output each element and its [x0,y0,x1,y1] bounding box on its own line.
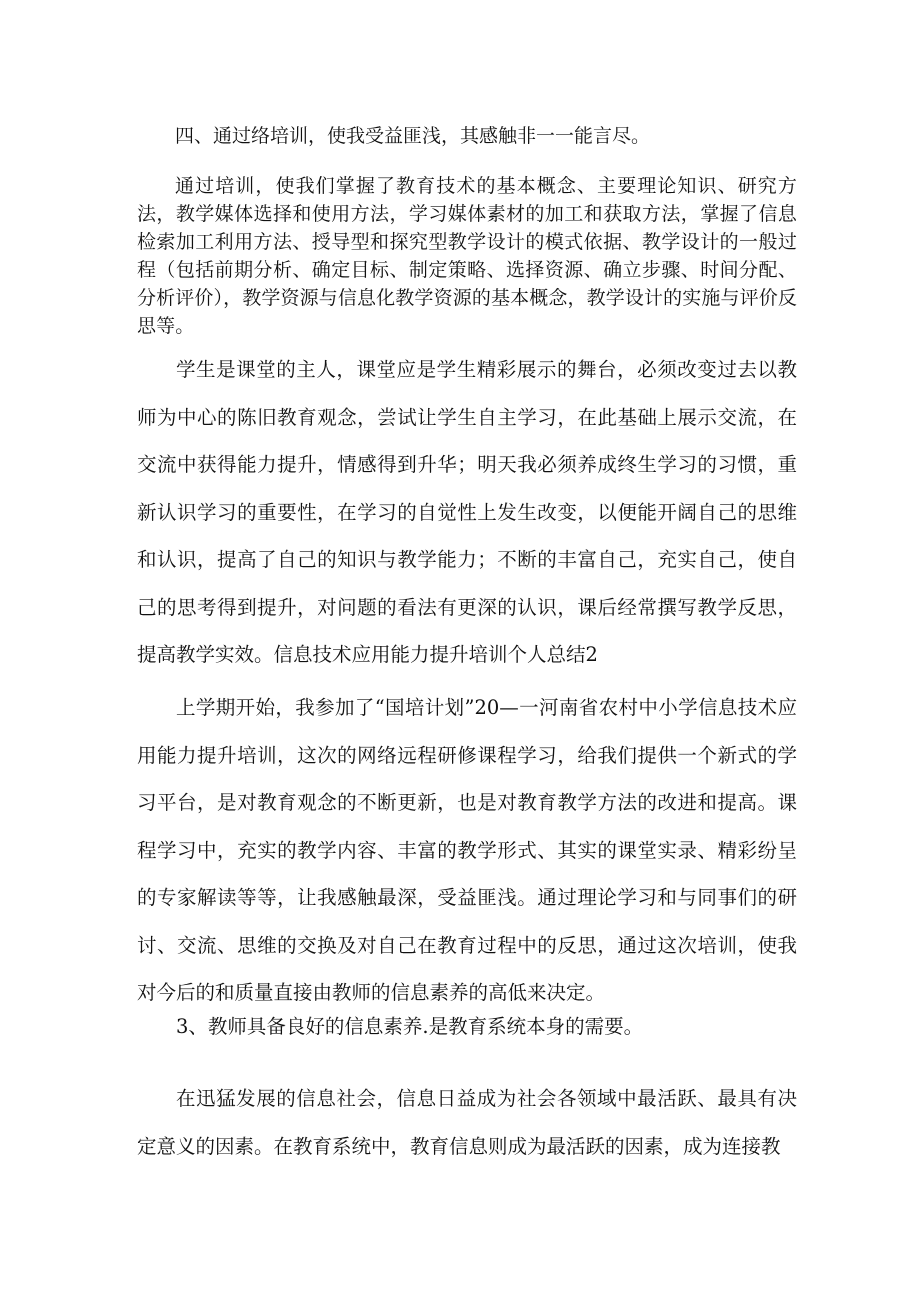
paragraph-section-heading: 四、通过络培训，使我受益匪浅，其感触非一一能言尽。 [175,125,651,147]
paragraph-training-content: 通过培训，使我们掌握了教育技术的基本概念、主要理论知识、研究方法，教学媒体选择和使用方法，学习媒体素材的加工和获取方法，掌握了信息检索加工利用方法、授导型和探究型教学设计的模式依据、教学设计的一般过程（包括前期分析、确定目标、制定策略、选择资源、确立步骤、时间分配、分析评价），教学资源与信息化教学资源的基本概念，教学设计的实施与评价反思等。 [137,175,797,337]
paragraph-guopei-training: 上学期开始，我参加了“国培计划”20—一河南省农村中小学信息技术应用能力提升培训，这次的网络远程研修课程学习，给我们提供一个新式的学习平台，是对教育观念的不断更新，也是对教育教学方法的改进和提高。课程学习中，充实的教学内容、丰富的教学形式、其实的课堂实录、精彩纷呈的专家解读等等，让我感触最深，受益匪浅。通过理论学习和与同事们的研讨、交流、思维的交换及对自己在教育过程中的反思，通过这次培训，使我对今后的和质量直接由教师的信息素养的高低来决定。 [137,696,797,1004]
paragraph-information-literacy-heading: 3、教师具备良好的信息素养.是教育系统本身的需要。 [176,1015,644,1038]
paragraph-student-centered: 学生是课堂的主人，课堂应是学生精彩展示的舞台，必须改变过去以教师为中心的陈旧教育观念，尝试让学生自主学习，在此基础上展示交流，在交流中获得能力提升，情感得到升华；明天我必须养成终生学习的习惯，重新认识学习的重要性，在学习的自觉性上发生改变，以便能开阔自己的思维和认识，提高了自己的知识与教学能力；不断的丰富自己，充实自己，使自己的思考得到提升，对问题的看法有更深的认识，课后经常撰写教学反思，提高教学实效。信息技术应用能力提升培训个人总结2 [137,358,797,666]
paragraph-information-society: 在迅猛发展的信息社会，信息日益成为社会各领域中最活跃、最具有决定意义的因素。在教育系统中，教育信息则成为最活跃的因素，成为连接教 [137,1087,797,1158]
